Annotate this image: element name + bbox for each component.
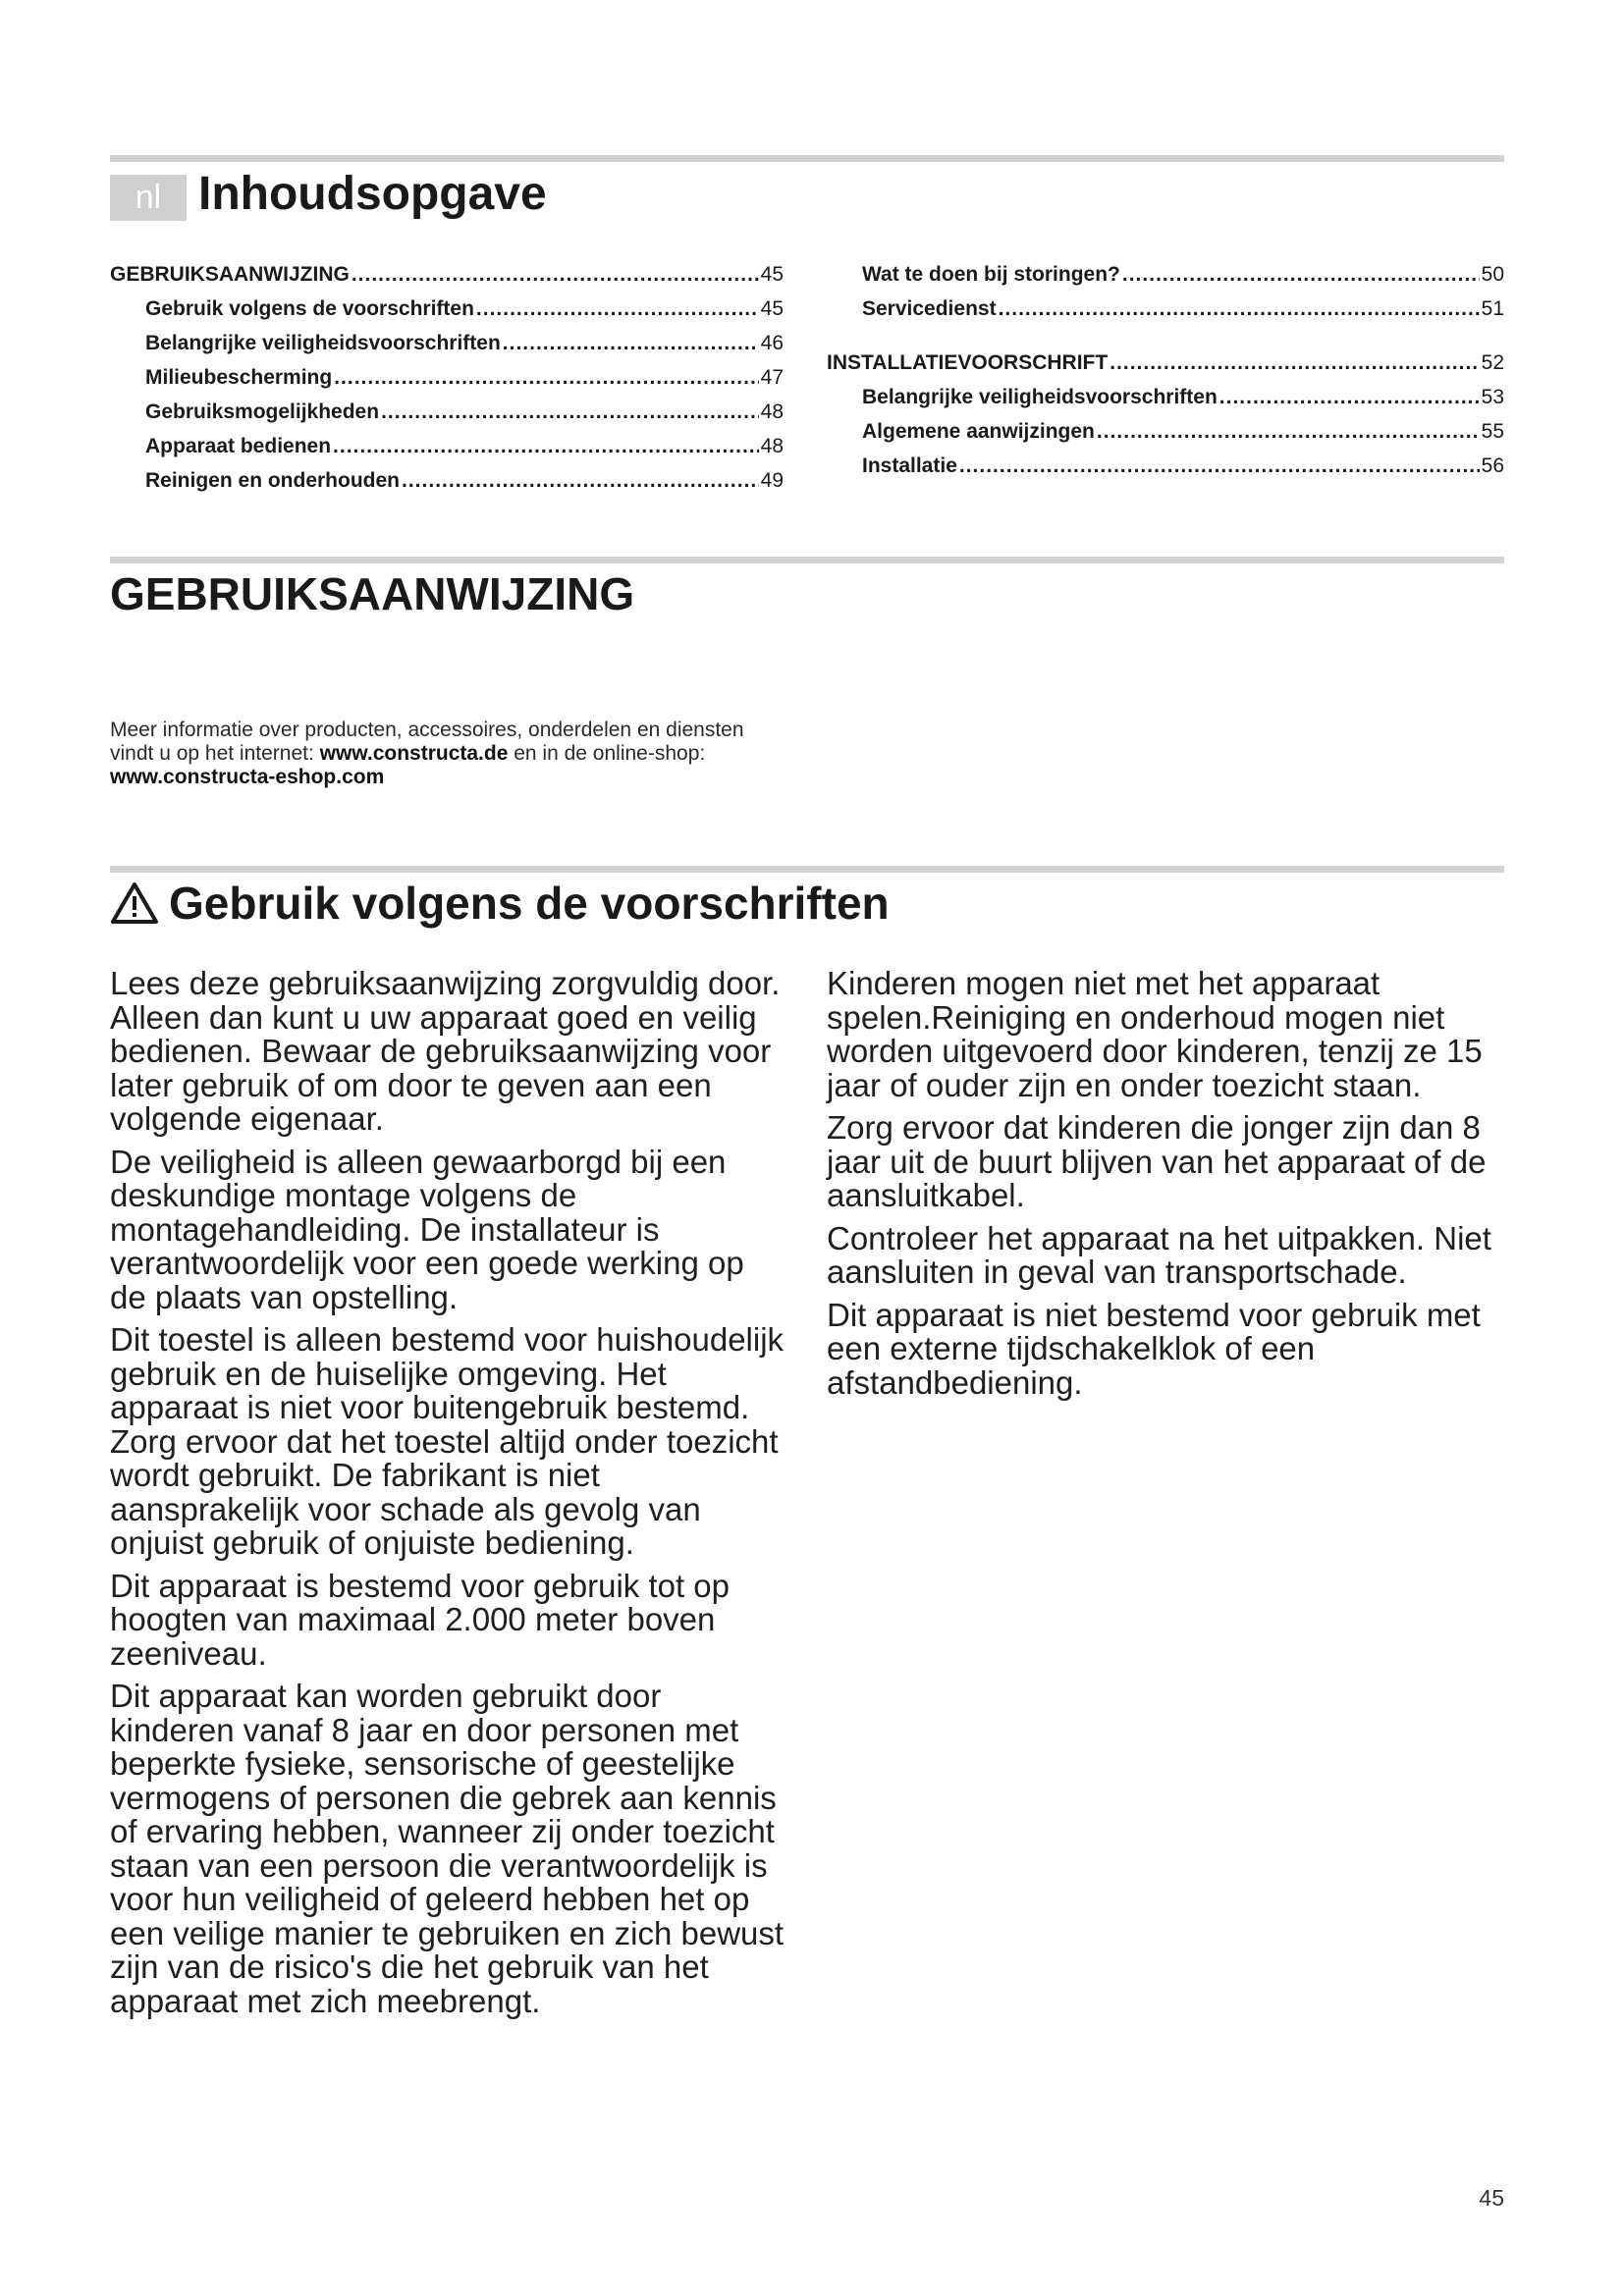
info-text-1: Meer informatie over producten, accessoires, onderdelen en diensten vindt u op het internet: <box>110 719 744 765</box>
toc-entry-label: Gebruiksmogelijkheden <box>145 400 380 423</box>
body-paragraph: Zorg ervoor dat kinderen die jonger zijn dan 8 jaar uit de buurt blijven van het apparaat of de aansluitkabel. <box>827 1109 1487 1213</box>
toc-entry-page: 55 <box>1481 420 1504 443</box>
toc-leader-dots <box>1097 414 1480 449</box>
subsection-heading <box>110 877 890 930</box>
toc-leader-dots <box>959 449 1480 483</box>
toc-entry[interactable] <box>110 292 784 326</box>
toc-entry[interactable] <box>110 360 784 395</box>
toc-leader-dots <box>333 429 759 463</box>
toc-entry-page: 46 <box>760 332 784 354</box>
toc-entry[interactable] <box>827 414 1504 449</box>
toc-leader-dots <box>503 326 759 360</box>
toc-entry[interactable] <box>827 292 1504 326</box>
info-text-2: en in de online-shop: <box>508 742 706 765</box>
toc-leader-dots <box>352 257 759 292</box>
toc-leader-dots <box>1219 380 1480 414</box>
body-right-column <box>827 967 1504 1409</box>
page-number: 45 <box>1479 2185 1504 2211</box>
toc-entry-page: 49 <box>760 469 784 492</box>
toc-entry[interactable] <box>827 380 1504 414</box>
toc-entry-page: 51 <box>1481 297 1504 320</box>
toc-leader-dots <box>476 292 759 326</box>
body-paragraph: De veiligheid is alleen gewaarborgd bij een deskundige montage volgens de montagehandleiding. De installateur is verantwoordelijk voor een goede werking op de plaats van opstelling. <box>110 1143 744 1315</box>
toc-entry-page: 47 <box>760 366 784 389</box>
body-left-column <box>110 967 787 2027</box>
toc-leader-dots <box>381 395 759 429</box>
toc-entry-page: 45 <box>760 297 784 320</box>
warning-triangle-icon <box>110 881 159 925</box>
toc-entry-label: Wat te doen bij storingen? <box>862 263 1120 286</box>
toc-entry-label: INSTALLATIEVOORSCHRIFT <box>827 351 1109 374</box>
body-paragraph: Dit toestel is alleen bestemd voor huishoudelijk gebruik en de huiselijke omgeving. Het apparaat is niet voor buitengebruik bestemd. Zorg ervoor dat het toestel altijd onder toezicht wordt gebruikt. De fabrikant is niet aansprakelijk voor schade als gevolg van onjuist gebruik of onjuiste bediening. <box>110 1321 785 1561</box>
toc-entry[interactable] <box>110 395 784 429</box>
constructa-link[interactable]: www.constructa.de <box>319 742 509 765</box>
toc-entry-page: 50 <box>1481 263 1504 286</box>
body-paragraph: Dit apparaat is niet bestemd voor gebruik met een externe tijdschakelklok of een afstandbediening. <box>827 1296 1481 1401</box>
toc-entry-label: Belangrijke veiligheidsvoorschriften <box>145 332 501 354</box>
toc-entry[interactable] <box>827 346 1504 380</box>
toc-entry[interactable] <box>827 257 1504 292</box>
toc-entry[interactable] <box>110 429 784 463</box>
toc-leader-dots <box>334 360 758 395</box>
body-paragraph: Dit apparaat kan worden gebruikt door kinderen vanaf 8 jaar en door personen met beperkte fysieke, sensorische of geestelijke vermogens of personen die gebrek aan kennis of ervaring hebben, wanneer zij onder toezicht staan van een persoon die verantwoordelijk is voor hun veiligheid of geleerd hebben het op een veilige manier te gebruiken en zich bewust zijn van de risico's die het gebruik van het apparaat met zich meebrengt. <box>110 1678 785 2019</box>
toc-entry-label: Milieubescherming <box>145 366 333 389</box>
toc-entry-label: GEBRUIKSAANWIJZING <box>110 263 350 286</box>
toc-entry-page: 48 <box>760 400 784 423</box>
subsection-divider <box>110 866 1504 873</box>
subsection-title: Gebruik volgens de voorschriften <box>169 878 890 929</box>
toc-entry-page: 53 <box>1481 386 1504 408</box>
toc-entry[interactable] <box>110 463 784 498</box>
toc-leader-dots <box>402 463 759 498</box>
language-badge: nl <box>110 175 187 221</box>
toc-entry-label: Reinigen en onderhouden <box>145 469 401 492</box>
toc-title: Inhoudsopgave <box>198 168 547 220</box>
body-paragraph: Lees deze gebruiksaanwijzing zorgvuldig door. Alleen dan kunt u uw apparaat goed en veilig bedienen. Bewaar de gebruiksaanwijzing voor later gebruik of om door te geven aan een volgende eigenaar. <box>110 965 781 1137</box>
toc-right-column <box>827 257 1504 483</box>
top-divider <box>110 155 1504 162</box>
eshop-link[interactable]: www.constructa-eshop.com <box>110 766 385 788</box>
body-paragraph: Dit apparaat is bestemd voor gebruik tot op hoogten van maximaal 2.000 meter boven zeeniveau. <box>110 1567 731 1672</box>
toc-entry-label: Apparaat bedienen <box>145 435 332 457</box>
toc-entry-label: Algemene aanwijzingen <box>862 420 1095 443</box>
toc-left-column <box>110 257 784 498</box>
toc-entry-label: Gebruik volgens de voorschriften <box>145 297 474 320</box>
toc-entry-label: Belangrijke veiligheidsvoorschriften <box>862 386 1218 408</box>
toc-entry-page: 48 <box>760 435 784 457</box>
section-divider <box>110 557 1504 563</box>
info-paragraph <box>110 719 787 789</box>
toc-leader-dots <box>999 292 1480 326</box>
toc-entry[interactable] <box>827 449 1504 483</box>
toc-entry[interactable] <box>110 257 784 292</box>
body-paragraph: Controleer het apparaat na het uitpakken. Niet aansluiten in geval van transportschade. <box>827 1219 1491 1290</box>
toc-leader-dots <box>1122 257 1480 292</box>
toc-entry[interactable] <box>110 326 784 360</box>
toc-entry-page: 45 <box>760 263 784 286</box>
toc-entry-page: 56 <box>1481 454 1504 477</box>
toc-entry-label: Installatie <box>862 454 957 477</box>
toc-leader-dots <box>1110 346 1479 380</box>
section-title: GEBRUIKSAANWIJZING <box>110 568 635 619</box>
body-paragraph: Kinderen mogen niet met het apparaat spelen.Reiniging en onderhoud mogen niet worden uitgevoerd door kinderen, tenzij ze 15 jaar of ouder zijn en onder toezicht staan. <box>827 965 1483 1103</box>
toc-entry-page: 52 <box>1481 351 1504 374</box>
toc-entry-label: Servicedienst <box>862 297 997 320</box>
